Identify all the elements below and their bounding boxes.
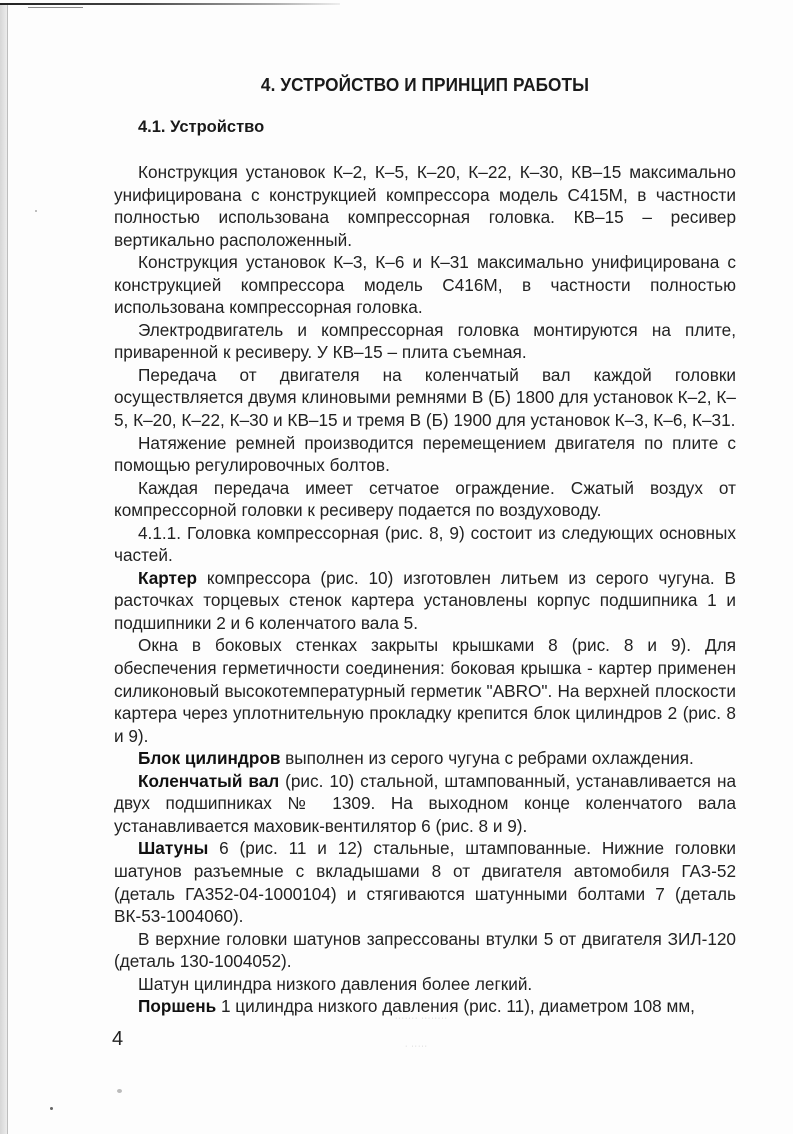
term-bold: Поршень	[138, 996, 217, 1017]
term-bold: Коленчатый вал	[138, 770, 280, 791]
paragraph-text: 6 (рис. 11 и 12) стальные, штампованные. Нижние головки шатунов разъемные с вкладышами 8 от двигателя автомобиля ГАЗ-52 (деталь ГА352-04-1000104) и стягиваются шатунными болтами 7 (деталь ВК-53-1004060).	[114, 838, 736, 927]
paragraph-text: Каждая передача имеет сетчатое ограждение. Сжатый воздух от компрессорной головки к ресиверу подается по воздуховоду.	[114, 477, 736, 521]
chapter-title: 4. УСТРОЙСТВО И ПРИНЦИП РАБОТЫ	[260, 74, 590, 95]
page-number: 4	[112, 1028, 124, 1050]
paragraph	[114, 770, 736, 838]
paragraph	[114, 634, 736, 747]
scan-speck	[35, 210, 37, 212]
paragraph-text: Натяжение ремней производится перемещением двигателя по плите с помощью регулировочных болтов.	[114, 432, 736, 476]
paragraph	[114, 747, 736, 770]
paragraph-text: Окна в боковых стенках закрыты крышками 8 (рис. 8 и 9). Для обеспечения герметичности соединения: боковая крышка - картер применен силиконовый высокотемпературный герметик "ABRO". На верхней плоскости картера через уплотнительную прокладку крепится блок цилиндров 2 (рис. 8 и 9).	[114, 635, 736, 746]
scan-speck	[117, 1089, 122, 1093]
paragraph-text: Конструкция установок К–2, К–5, К–20, К–22, К–30, КВ–15 максимально унифицирована с конструкцией компрессора модель С415М, в частности полностью использована компрессорная головка. КВ–15 – ресивер вертикально расположенный.	[114, 162, 736, 250]
scan-edge-left	[0, 5, 8, 1134]
paragraph	[114, 319, 736, 364]
paragraph-text: Шатун цилиндра низкого давления более легкий.	[138, 973, 533, 994]
paragraph-text: 1 цилиндра низкого давления (рис. 11), диаметром 108 мм,	[216, 996, 695, 1017]
scan-edge-top	[0, 3, 340, 5]
paragraph	[114, 567, 736, 635]
scan-speck	[50, 1107, 53, 1110]
section-heading: 4.1. Устройство	[138, 118, 265, 136]
paragraph-text: выполнен из серого чугуна с ребрами охлаждения.	[280, 748, 694, 769]
paragraph-text: компрессора (рис. 10) изготовлен литьем из серого чугуна. В расточках торцевых стенок картера установлены корпус подшипника 1 и подшипники 2 и 6 коленчатого вала 5.	[114, 567, 736, 633]
paragraph-text: 4.1.1. Головка компрессорная (рис. 8, 9) состоит из следующих основных частей.	[114, 522, 736, 566]
paragraph-text: Конструкция установок К–3, К–6 и К–31 максимально унифицирована с конструкцией компрессора модель С416М, в частности полностью использована компрессорная головка.	[114, 252, 736, 318]
paragraph	[114, 251, 736, 319]
body-text	[114, 161, 736, 1018]
paragraph	[114, 364, 736, 432]
paragraph-text: Передача от двигателя на коленчатый вал каждой головки осуществляется двумя клиновыми ремнями В (Б) 1800 для установок К–2, К–5, К–20, К–22, К–30 и КВ–15 и тремя В (Б) 1900 для установок К–3, К–6, К–31.	[114, 364, 736, 431]
paragraph-text: (рис. 10) стальной, штампованный, устанавливается на двух подшипниках № 1309. На выходном конце коленчатого вала устанавливается маховик-вентилятор 6 (рис. 8 и 9).	[114, 770, 737, 836]
paragraph	[114, 477, 736, 522]
scan-smudge: · ·····	[405, 1043, 428, 1050]
paragraph	[114, 928, 736, 973]
term-bold: Блок цилиндров	[138, 748, 281, 769]
paragraph-text: Электродвигатель и компрессорная головка монтируются на плите, приваренной к ресиверу. У КВ–15 – плита съемная.	[114, 319, 736, 363]
paragraph	[114, 432, 736, 477]
scan-smudge: ······· ········	[395, 1015, 448, 1022]
paragraph	[114, 973, 736, 996]
scan-edge-mark	[28, 7, 83, 8]
term-bold: Шатуны	[138, 838, 209, 859]
paragraph	[114, 837, 736, 927]
paragraph	[114, 161, 736, 251]
paragraph-text: В верхние головки шатунов запрессованы втулки 5 от двигателя ЗИЛ-120 (деталь 130-1004052).	[114, 928, 736, 972]
paragraph	[114, 522, 736, 567]
term-bold: Картер	[138, 567, 198, 588]
